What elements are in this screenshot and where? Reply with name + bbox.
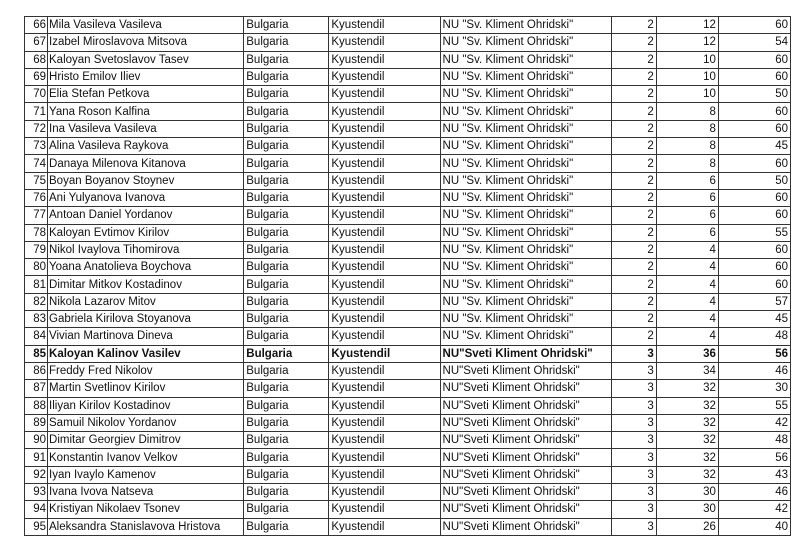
cell-name: Yoana Anatolieva Boychova	[48, 259, 244, 276]
cell-time: 42	[718, 414, 790, 431]
cell-name: Antoan Daniel Yordanov	[48, 207, 244, 224]
table-row	[25, 51, 791, 68]
cell-city: Kyustendil	[329, 293, 440, 310]
cell-name: Kaloyan Svetoslavov Tasev	[48, 51, 244, 68]
cell-score: 26	[656, 518, 718, 535]
table-row	[25, 466, 791, 483]
cell-city: Kyustendil	[329, 328, 440, 345]
cell-name: Konstantin Ivanov Velkov	[48, 449, 244, 466]
table-row	[25, 207, 791, 224]
cell-school: NU"Sveti Kliment Ohridski"	[440, 432, 611, 449]
cell-no: 69	[25, 68, 48, 85]
cell-city: Kyustendil	[329, 17, 440, 34]
cell-country: Bulgaria	[244, 138, 329, 155]
table-row	[25, 432, 791, 449]
cell-no: 74	[25, 155, 48, 172]
cell-no: 70	[25, 86, 48, 103]
cell-score: 4	[656, 311, 718, 328]
cell-score: 32	[656, 397, 718, 414]
table-row	[25, 103, 791, 120]
cell-name: Alina Vasileva Raykova	[48, 138, 244, 155]
cell-school: NU"Sveti Kliment Ohridski"	[440, 345, 611, 362]
cell-city: Kyustendil	[329, 345, 440, 362]
table-row	[25, 68, 791, 85]
cell-country: Bulgaria	[244, 484, 329, 501]
cell-city: Kyustendil	[329, 172, 440, 189]
table-row	[25, 138, 791, 155]
cell-school: NU"Sveti Kliment Ohridski"	[440, 380, 611, 397]
cell-no: 75	[25, 172, 48, 189]
table-row	[25, 34, 791, 51]
cell-score: 12	[656, 17, 718, 34]
cell-name: Boyan Boyanov Stoynev	[48, 172, 244, 189]
table-row	[25, 276, 791, 293]
cell-score: 8	[656, 103, 718, 120]
cell-score: 12	[656, 34, 718, 51]
cell-school: NU "Sv. Kliment Ohridski"	[440, 68, 611, 85]
table-row	[25, 311, 791, 328]
cell-name: Kaloyan Evtimov Kirilov	[48, 224, 244, 241]
cell-city: Kyustendil	[329, 86, 440, 103]
cell-grade: 2	[611, 189, 656, 206]
cell-country: Bulgaria	[244, 103, 329, 120]
cell-name: Dimitar Mitkov Kostadinov	[48, 276, 244, 293]
table-row	[25, 259, 791, 276]
cell-name: Hristo Emilov Iliev	[48, 68, 244, 85]
cell-grade: 2	[611, 34, 656, 51]
cell-score: 32	[656, 432, 718, 449]
cell-school: NU"Sveti Kliment Ohridski"	[440, 501, 611, 518]
cell-grade: 2	[611, 103, 656, 120]
cell-school: NU "Sv. Kliment Ohridski"	[440, 155, 611, 172]
cell-name: Izabel Miroslavova Mitsova	[48, 34, 244, 51]
cell-school: NU"Sveti Kliment Ohridski"	[440, 484, 611, 501]
cell-name: Nikola Lazarov Mitov	[48, 293, 244, 310]
cell-grade: 2	[611, 328, 656, 345]
results-table	[24, 16, 791, 536]
cell-score: 4	[656, 293, 718, 310]
table-row	[25, 518, 791, 535]
cell-city: Kyustendil	[329, 432, 440, 449]
cell-school: NU "Sv. Kliment Ohridski"	[440, 138, 611, 155]
cell-time: 60	[718, 207, 790, 224]
cell-school: NU "Sv. Kliment Ohridski"	[440, 51, 611, 68]
cell-no: 93	[25, 484, 48, 501]
cell-school: NU "Sv. Kliment Ohridski"	[440, 17, 611, 34]
cell-city: Kyustendil	[329, 34, 440, 51]
cell-grade: 2	[611, 17, 656, 34]
cell-school: NU "Sv. Kliment Ohridski"	[440, 86, 611, 103]
cell-school: NU "Sv. Kliment Ohridski"	[440, 311, 611, 328]
cell-name: Mila Vasileva Vasileva	[48, 17, 244, 34]
cell-score: 32	[656, 380, 718, 397]
cell-no: 95	[25, 518, 48, 535]
cell-score: 30	[656, 501, 718, 518]
cell-no: 81	[25, 276, 48, 293]
cell-name: Ina Vasileva Vasileva	[48, 120, 244, 137]
cell-score: 4	[656, 328, 718, 345]
cell-country: Bulgaria	[244, 224, 329, 241]
cell-city: Kyustendil	[329, 120, 440, 137]
cell-time: 45	[718, 138, 790, 155]
table-row	[25, 501, 791, 518]
cell-name: Iliyan Kirilov Kostadinov	[48, 397, 244, 414]
cell-no: 82	[25, 293, 48, 310]
cell-country: Bulgaria	[244, 414, 329, 431]
cell-name: Vivian Martinova Dineva	[48, 328, 244, 345]
cell-school: NU "Sv. Kliment Ohridski"	[440, 293, 611, 310]
cell-no: 91	[25, 449, 48, 466]
cell-school: NU"Sveti Kliment Ohridski"	[440, 466, 611, 483]
table-row	[25, 328, 791, 345]
cell-grade: 3	[611, 466, 656, 483]
cell-grade: 3	[611, 380, 656, 397]
cell-grade: 2	[611, 311, 656, 328]
cell-time: 48	[718, 432, 790, 449]
cell-city: Kyustendil	[329, 155, 440, 172]
cell-school: NU "Sv. Kliment Ohridski"	[440, 259, 611, 276]
cell-school: NU"Sveti Kliment Ohridski"	[440, 397, 611, 414]
cell-country: Bulgaria	[244, 397, 329, 414]
cell-city: Kyustendil	[329, 397, 440, 414]
cell-time: 60	[718, 276, 790, 293]
cell-school: NU"Sveti Kliment Ohridski"	[440, 518, 611, 535]
cell-no: 94	[25, 501, 48, 518]
cell-grade: 2	[611, 86, 656, 103]
cell-country: Bulgaria	[244, 380, 329, 397]
cell-school: NU "Sv. Kliment Ohridski"	[440, 103, 611, 120]
cell-grade: 2	[611, 51, 656, 68]
table-row	[25, 414, 791, 431]
cell-grade: 3	[611, 501, 656, 518]
cell-city: Kyustendil	[329, 241, 440, 258]
cell-city: Kyustendil	[329, 51, 440, 68]
cell-school: NU "Sv. Kliment Ohridski"	[440, 172, 611, 189]
cell-grade: 2	[611, 120, 656, 137]
cell-grade: 3	[611, 345, 656, 362]
cell-school: NU "Sv. Kliment Ohridski"	[440, 328, 611, 345]
cell-no: 78	[25, 224, 48, 241]
cell-time: 55	[718, 224, 790, 241]
cell-country: Bulgaria	[244, 276, 329, 293]
cell-score: 4	[656, 241, 718, 258]
cell-city: Kyustendil	[329, 259, 440, 276]
cell-country: Bulgaria	[244, 207, 329, 224]
cell-no: 66	[25, 17, 48, 34]
cell-name: Nikol Ivaylova Tihomirova	[48, 241, 244, 258]
cell-school: NU "Sv. Kliment Ohridski"	[440, 276, 611, 293]
cell-no: 92	[25, 466, 48, 483]
cell-name: Elia Stefan Petkova	[48, 86, 244, 103]
cell-no: 67	[25, 34, 48, 51]
cell-city: Kyustendil	[329, 518, 440, 535]
cell-city: Kyustendil	[329, 449, 440, 466]
cell-time: 46	[718, 484, 790, 501]
cell-country: Bulgaria	[244, 328, 329, 345]
cell-city: Kyustendil	[329, 138, 440, 155]
cell-no: 89	[25, 414, 48, 431]
cell-no: 85	[25, 345, 48, 362]
cell-time: 54	[718, 34, 790, 51]
cell-city: Kyustendil	[329, 276, 440, 293]
cell-grade: 2	[611, 241, 656, 258]
cell-score: 10	[656, 68, 718, 85]
cell-city: Kyustendil	[329, 103, 440, 120]
cell-time: 60	[718, 103, 790, 120]
cell-no: 83	[25, 311, 48, 328]
cell-school: NU "Sv. Kliment Ohridski"	[440, 207, 611, 224]
cell-grade: 3	[611, 484, 656, 501]
cell-grade: 2	[611, 224, 656, 241]
cell-time: 43	[718, 466, 790, 483]
cell-score: 32	[656, 414, 718, 431]
table-row	[25, 155, 791, 172]
table-row	[25, 449, 791, 466]
cell-country: Bulgaria	[244, 172, 329, 189]
cell-name: Aleksandra Stanislavova Hristova	[48, 518, 244, 535]
cell-score: 10	[656, 51, 718, 68]
cell-time: 42	[718, 501, 790, 518]
cell-name: Martin Svetlinov Kirilov	[48, 380, 244, 397]
cell-city: Kyustendil	[329, 224, 440, 241]
cell-city: Kyustendil	[329, 362, 440, 379]
cell-score: 8	[656, 120, 718, 137]
cell-name: Freddy Fred Nikolov	[48, 362, 244, 379]
cell-country: Bulgaria	[244, 466, 329, 483]
cell-name: Yana Roson Kalfina	[48, 103, 244, 120]
cell-country: Bulgaria	[244, 51, 329, 68]
cell-school: NU "Sv. Kliment Ohridski"	[440, 224, 611, 241]
cell-score: 8	[656, 155, 718, 172]
cell-country: Bulgaria	[244, 293, 329, 310]
table-row	[25, 345, 791, 362]
cell-country: Bulgaria	[244, 432, 329, 449]
cell-name: Danaya Milenova Kitanova	[48, 155, 244, 172]
table-row	[25, 241, 791, 258]
cell-score: 8	[656, 138, 718, 155]
cell-city: Kyustendil	[329, 68, 440, 85]
cell-no: 86	[25, 362, 48, 379]
cell-no: 72	[25, 120, 48, 137]
cell-score: 4	[656, 259, 718, 276]
cell-name: Ivana Ivova Natseva	[48, 484, 244, 501]
cell-country: Bulgaria	[244, 17, 329, 34]
cell-country: Bulgaria	[244, 189, 329, 206]
cell-school: NU"Sveti Kliment Ohridski"	[440, 449, 611, 466]
cell-name: Dimitar Georgiev Dimitrov	[48, 432, 244, 449]
cell-score: 6	[656, 207, 718, 224]
cell-score: 30	[656, 484, 718, 501]
cell-time: 46	[718, 362, 790, 379]
cell-time: 30	[718, 380, 790, 397]
cell-score: 32	[656, 449, 718, 466]
cell-score: 36	[656, 345, 718, 362]
cell-score: 6	[656, 224, 718, 241]
cell-country: Bulgaria	[244, 311, 329, 328]
cell-country: Bulgaria	[244, 155, 329, 172]
cell-time: 55	[718, 397, 790, 414]
cell-score: 34	[656, 362, 718, 379]
cell-grade: 3	[611, 432, 656, 449]
table-row	[25, 293, 791, 310]
cell-time: 60	[718, 259, 790, 276]
cell-grade: 2	[611, 207, 656, 224]
results-table-body	[25, 17, 791, 536]
cell-time: 56	[718, 345, 790, 362]
cell-no: 76	[25, 189, 48, 206]
table-row	[25, 484, 791, 501]
cell-score: 32	[656, 466, 718, 483]
cell-score: 10	[656, 86, 718, 103]
cell-country: Bulgaria	[244, 120, 329, 137]
cell-school: NU"Sveti Kliment Ohridski"	[440, 362, 611, 379]
cell-grade: 3	[611, 414, 656, 431]
cell-score: 6	[656, 172, 718, 189]
table-row	[25, 17, 791, 34]
cell-grade: 2	[611, 293, 656, 310]
table-row	[25, 224, 791, 241]
cell-grade: 2	[611, 172, 656, 189]
cell-school: NU "Sv. Kliment Ohridski"	[440, 241, 611, 258]
cell-name: Kaloyan Kalinov Vasilev	[48, 345, 244, 362]
cell-school: NU "Sv. Kliment Ohridski"	[440, 34, 611, 51]
cell-no: 88	[25, 397, 48, 414]
cell-no: 71	[25, 103, 48, 120]
cell-time: 60	[718, 189, 790, 206]
table-row	[25, 397, 791, 414]
cell-school: NU "Sv. Kliment Ohridski"	[440, 189, 611, 206]
cell-name: Samuil Nikolov Yordanov	[48, 414, 244, 431]
cell-no: 84	[25, 328, 48, 345]
cell-time: 56	[718, 449, 790, 466]
cell-name: Kristiyan Nikolaev Tsonev	[48, 501, 244, 518]
cell-no: 68	[25, 51, 48, 68]
cell-time: 57	[718, 293, 790, 310]
cell-country: Bulgaria	[244, 449, 329, 466]
cell-country: Bulgaria	[244, 362, 329, 379]
cell-country: Bulgaria	[244, 241, 329, 258]
cell-grade: 2	[611, 138, 656, 155]
cell-no: 79	[25, 241, 48, 258]
cell-city: Kyustendil	[329, 189, 440, 206]
cell-city: Kyustendil	[329, 311, 440, 328]
cell-time: 60	[718, 155, 790, 172]
cell-city: Kyustendil	[329, 501, 440, 518]
cell-grade: 2	[611, 276, 656, 293]
cell-country: Bulgaria	[244, 518, 329, 535]
table-row	[25, 362, 791, 379]
cell-country: Bulgaria	[244, 501, 329, 518]
cell-no: 87	[25, 380, 48, 397]
cell-time: 50	[718, 172, 790, 189]
cell-city: Kyustendil	[329, 466, 440, 483]
cell-grade: 3	[611, 518, 656, 535]
cell-school: NU "Sv. Kliment Ohridski"	[440, 120, 611, 137]
cell-country: Bulgaria	[244, 345, 329, 362]
cell-no: 90	[25, 432, 48, 449]
cell-name: Ani Yulyanova Ivanova	[48, 189, 244, 206]
cell-grade: 3	[611, 397, 656, 414]
cell-score: 4	[656, 276, 718, 293]
table-row	[25, 380, 791, 397]
cell-grade: 3	[611, 362, 656, 379]
cell-time: 48	[718, 328, 790, 345]
cell-country: Bulgaria	[244, 86, 329, 103]
table-row	[25, 189, 791, 206]
table-row	[25, 86, 791, 103]
cell-country: Bulgaria	[244, 68, 329, 85]
table-row	[25, 172, 791, 189]
cell-time: 40	[718, 518, 790, 535]
cell-grade: 2	[611, 68, 656, 85]
cell-grade: 3	[611, 449, 656, 466]
cell-time: 45	[718, 311, 790, 328]
cell-country: Bulgaria	[244, 259, 329, 276]
cell-grade: 2	[611, 155, 656, 172]
cell-no: 80	[25, 259, 48, 276]
cell-city: Kyustendil	[329, 484, 440, 501]
cell-time: 60	[718, 17, 790, 34]
cell-time: 60	[718, 68, 790, 85]
cell-school: NU"Sveti Kliment Ohridski"	[440, 414, 611, 431]
cell-city: Kyustendil	[329, 207, 440, 224]
cell-time: 60	[718, 241, 790, 258]
cell-no: 77	[25, 207, 48, 224]
table-row	[25, 120, 791, 137]
cell-grade: 2	[611, 259, 656, 276]
cell-score: 6	[656, 189, 718, 206]
cell-city: Kyustendil	[329, 414, 440, 431]
cell-time: 60	[718, 120, 790, 137]
cell-time: 50	[718, 86, 790, 103]
cell-name: Gabriela Kirilova Stoyanova	[48, 311, 244, 328]
cell-time: 60	[718, 51, 790, 68]
cell-city: Kyustendil	[329, 380, 440, 397]
cell-country: Bulgaria	[244, 34, 329, 51]
cell-name: Iyan Ivaylo Kamenov	[48, 466, 244, 483]
cell-no: 73	[25, 138, 48, 155]
